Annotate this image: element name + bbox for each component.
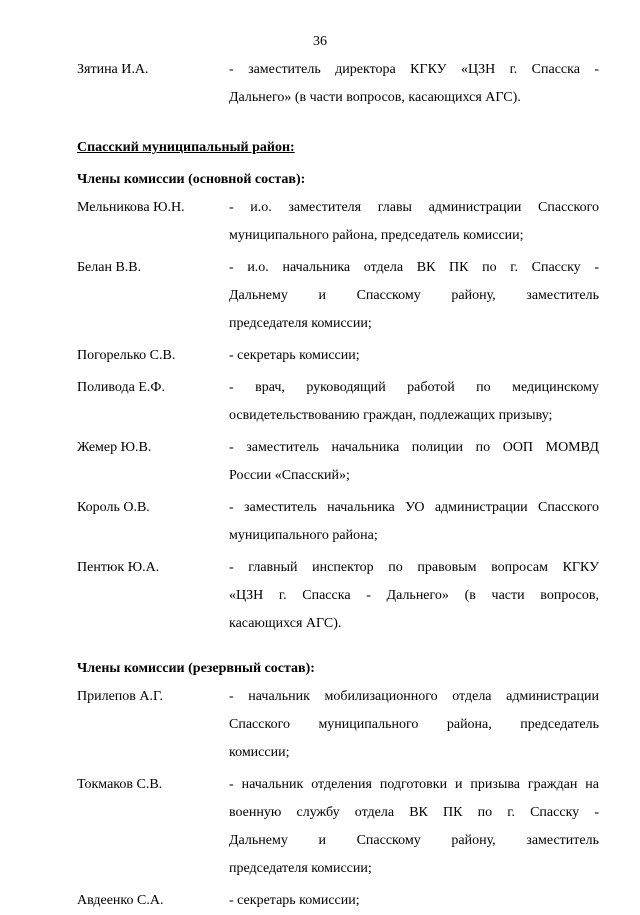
member-role: [229, 342, 599, 370]
member-name: Погорелько С.В.: [77, 348, 176, 363]
document-content: [77, 56, 599, 915]
member-entry: [77, 374, 599, 430]
member-entry: [77, 771, 599, 883]
role-line: освидетельствованию граждан, подлежащих призыву;: [229, 408, 553, 423]
role-line: муниципального района, председатель комиссии;: [229, 228, 524, 243]
top-entry: [77, 56, 599, 112]
member-role: [229, 56, 599, 112]
member-entry: [77, 683, 599, 767]
main-group-members: [77, 194, 599, 638]
role-line: «ЦЗН г. Спасска - Дальнего» (в части вопросов,: [229, 588, 599, 603]
member-name: Зятина И.А.: [77, 62, 149, 77]
member-entry: [77, 554, 599, 638]
role-line: - начальник отделения подготовки и призыва граждан на: [229, 777, 599, 792]
role-line: - врач, руководящий работой по медицинскому: [229, 380, 599, 395]
member-name: Король О.В.: [77, 500, 150, 515]
role-line: - секретарь комиссии;: [229, 348, 360, 363]
member-name: Токмаков С.В.: [77, 777, 163, 792]
member-name: Прилепов А.Г.: [77, 689, 164, 704]
role-line: Дальнему и Спасскому району, заместитель: [229, 288, 599, 303]
role-line: России «Спасский»;: [229, 468, 350, 483]
member-role: [229, 494, 599, 550]
member-role: [229, 683, 599, 767]
role-line: председателя комиссии;: [229, 861, 372, 876]
member-role: [229, 374, 599, 430]
member-name: Жемер Ю.В.: [77, 440, 152, 455]
role-line: касающихся АГС).: [229, 616, 342, 631]
reserve-group-heading: Члены комиссии (резервный состав):: [77, 661, 315, 676]
member-entry: [77, 194, 599, 250]
member-role: [229, 254, 599, 338]
reserve-group-members: [77, 683, 599, 915]
member-name: Белан В.В.: [77, 260, 142, 275]
member-role: [229, 194, 599, 250]
role-line: - заместитель начальника УО администрации Спасского: [229, 500, 599, 515]
role-line: - заместитель директора КГКУ «ЦЗН г. Спасска -: [229, 62, 599, 77]
member-role: [229, 554, 599, 638]
member-role: [229, 887, 599, 915]
role-line: - заместитель начальника полиции по ООП МОМВД: [229, 440, 599, 455]
main-group-heading: Члены комиссии (основной состав):: [77, 172, 306, 187]
role-line: - и.о. начальника отдела ВК ПК по г. Спасску -: [229, 260, 599, 275]
role-line: - секретарь комиссии;: [229, 893, 360, 908]
member-role: [229, 434, 599, 490]
member-entry: [77, 434, 599, 490]
role-line: комиссии;: [229, 745, 290, 760]
role-line: Дальнего» (в части вопросов, касающихся АГС).: [229, 90, 521, 105]
member-entry: [77, 887, 599, 915]
role-line: - и.о. заместителя главы администрации Спасского: [229, 200, 599, 215]
member-entry: [77, 342, 599, 370]
role-line: - главный инспектор по правовым вопросам КГКУ: [229, 560, 599, 575]
member-name: Мельникова Ю.Н.: [77, 200, 185, 215]
section-title: Спасский муниципальный район:: [77, 140, 295, 155]
role-line: муниципального района;: [229, 528, 378, 543]
member-entry: [77, 494, 599, 550]
role-line: Дальнему и Спасскому району, заместитель: [229, 833, 599, 848]
member-entry: [77, 254, 599, 338]
member-name: Авдеенко С.А.: [77, 893, 164, 908]
page-number: 36: [313, 34, 327, 49]
member-role: [229, 771, 599, 883]
role-line: - начальник мобилизационного отдела администрации: [229, 689, 599, 704]
member-name: Поливода Е.Ф.: [77, 380, 165, 395]
member-name: Пентюк Ю.А.: [77, 560, 160, 575]
role-line: военную службу отдела ВК ПК по г. Спасску -: [229, 805, 599, 820]
role-line: Спасского муниципального района, председатель: [229, 717, 599, 732]
role-line: председателя комиссии;: [229, 316, 372, 331]
